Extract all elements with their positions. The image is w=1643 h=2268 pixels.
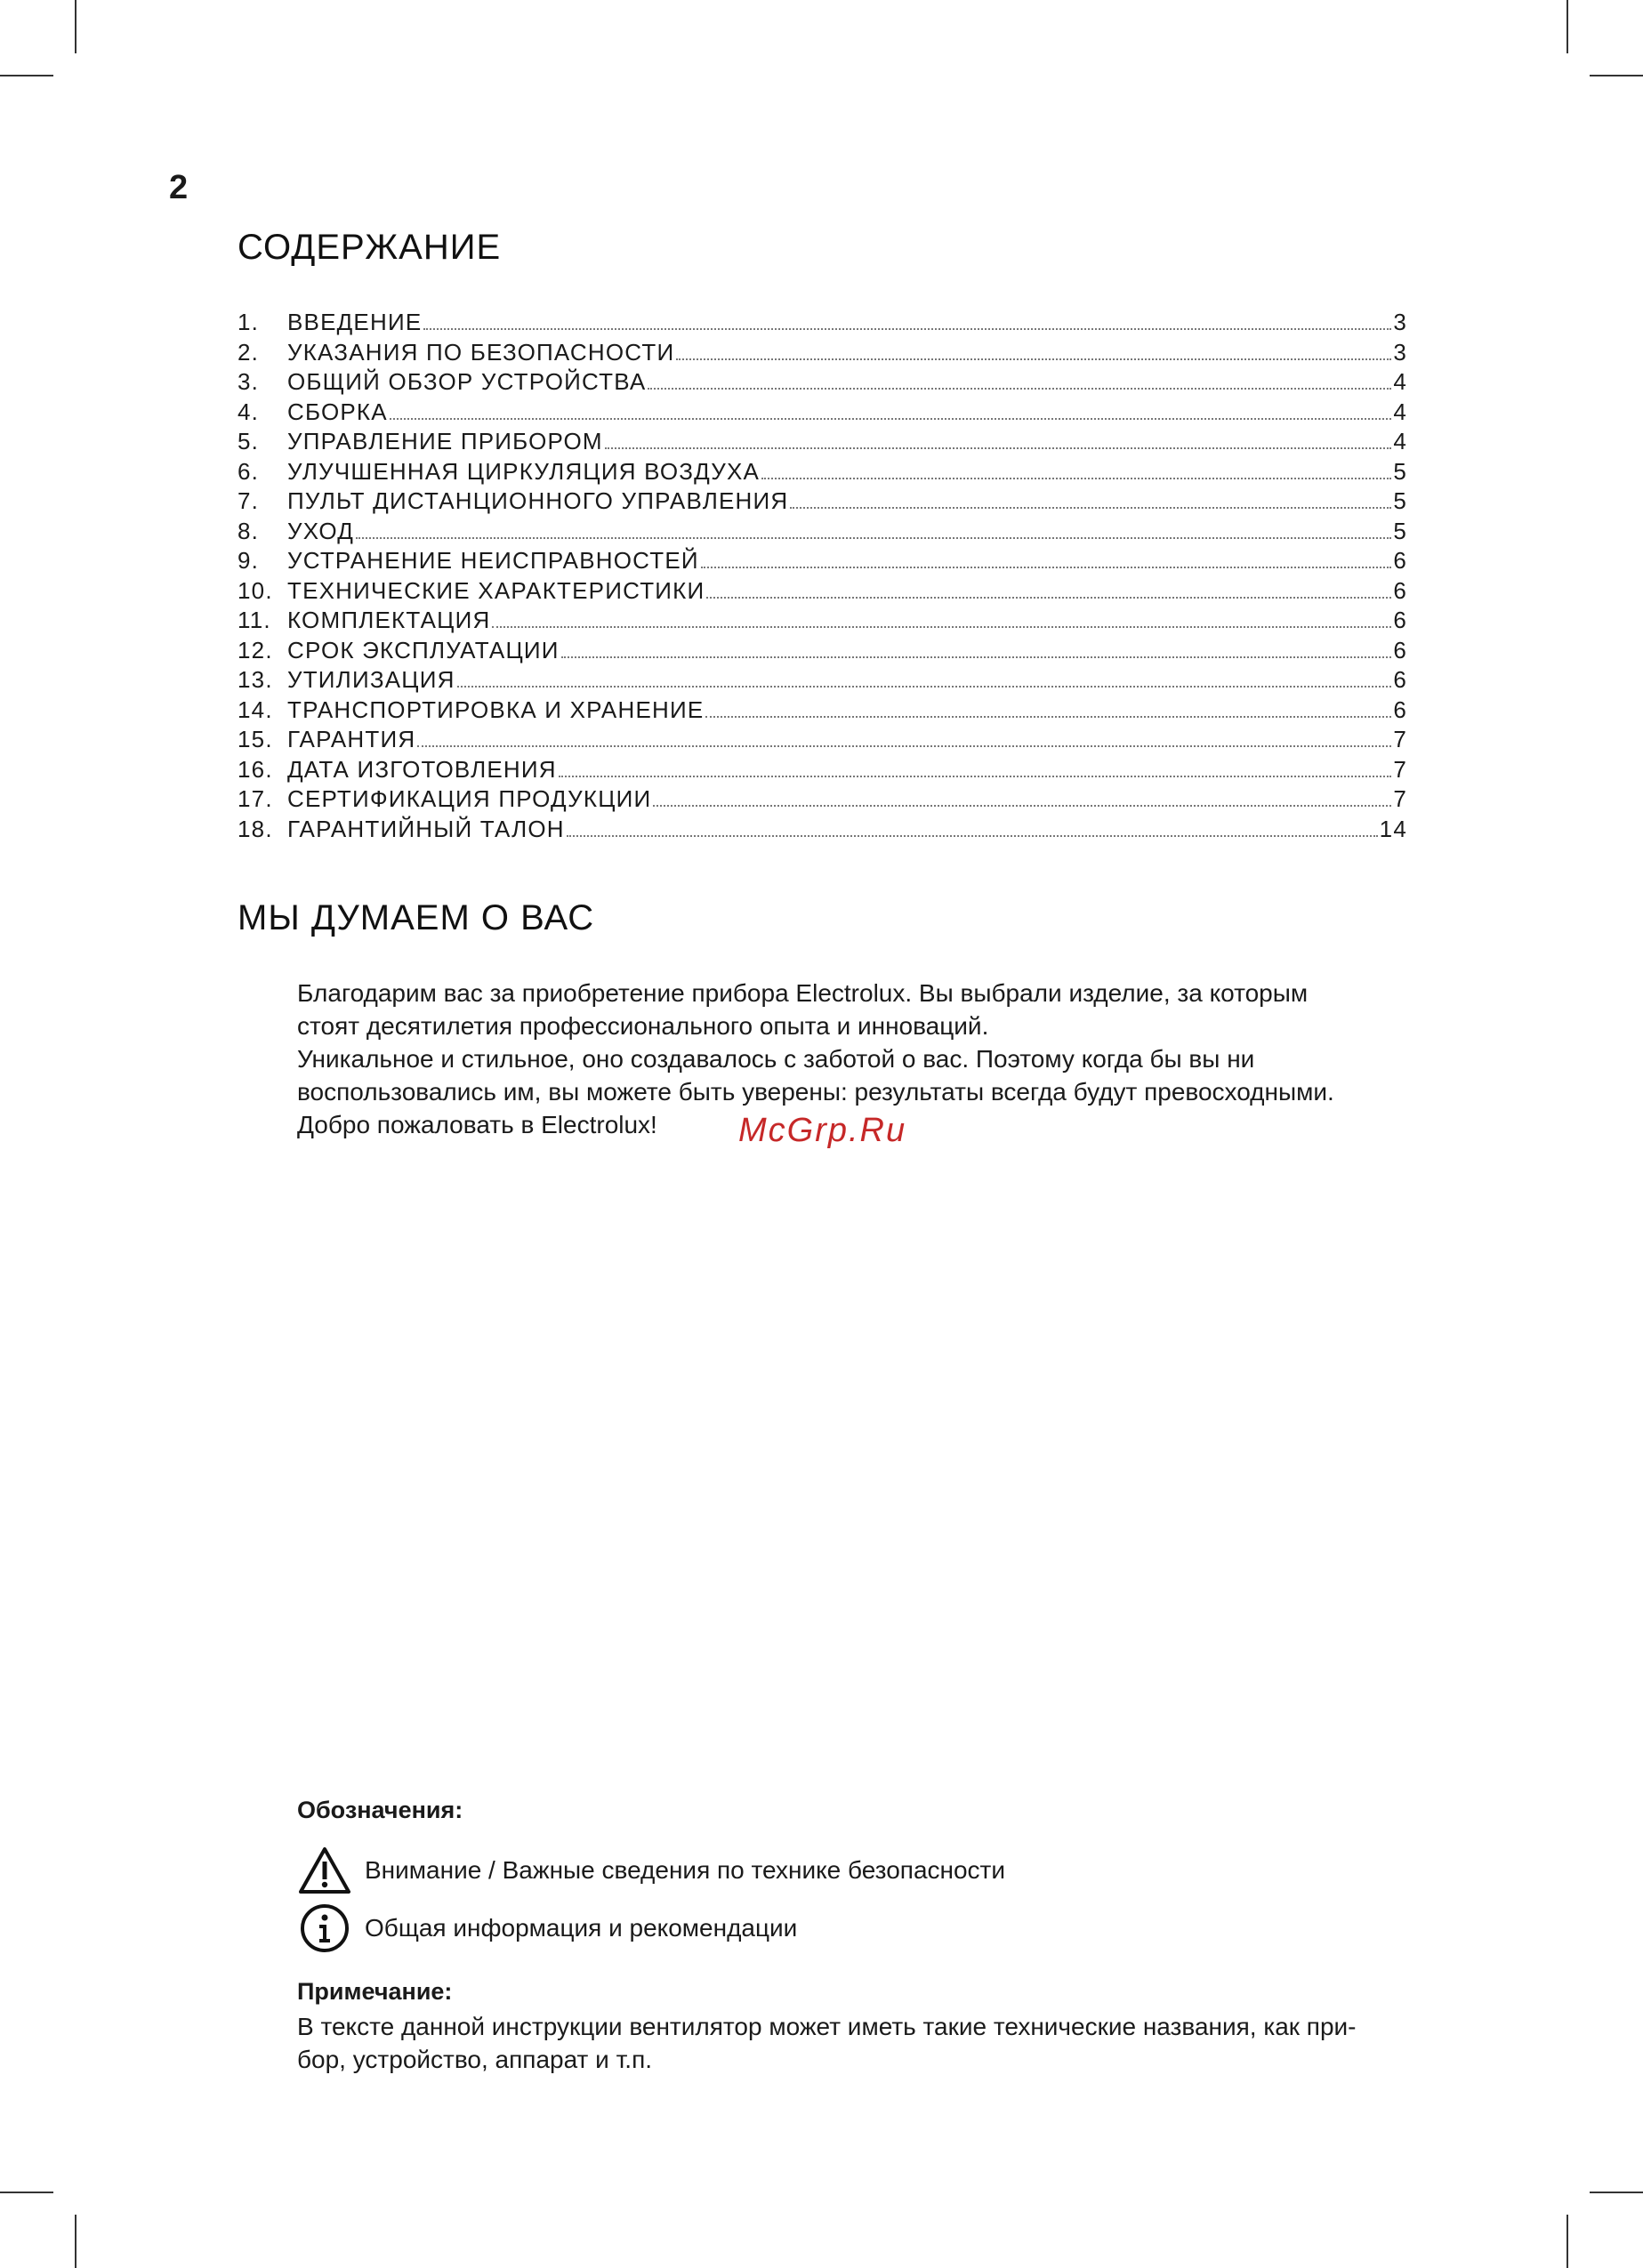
page-number: 2: [169, 169, 189, 206]
toc-item[interactable]: 4. СБОРКА 4: [238, 398, 1407, 425]
crop-mark: [0, 75, 53, 76]
legend-info: [297, 1903, 797, 1953]
intro-line: Благодарим вас за приобретение прибора Electrolux. Вы выбрали изделие, за которым: [297, 979, 1309, 1007]
intro-line: Уникальное и стильное, оно создавалось с заботой о вас. Поэтому когда бы вы ни: [297, 1045, 1255, 1073]
toc-item-label: УПРАВЛЕНИЕ ПРИБОРОМ: [287, 428, 603, 454]
toc-item-page: 14: [1379, 815, 1407, 842]
toc-item[interactable]: 13. УТИЛИЗАЦИЯ 6: [238, 666, 1407, 693]
dot-leader: [761, 478, 1391, 479]
section-title: МЫ ДУМАЕМ О ВАС: [238, 898, 595, 937]
toc-item-page: 5: [1393, 517, 1407, 544]
intro-line: Добро пожаловать в Electrolux!: [297, 1111, 657, 1138]
dot-leader: [559, 776, 1392, 777]
toc-item-label: УКАЗАНИЯ ПО БЕЗОПАСНОСТИ: [287, 338, 675, 366]
watermark: McGrp.Ru: [738, 1112, 907, 1149]
crop-mark: [1590, 75, 1643, 76]
toc-item[interactable]: 11. КОМПЛЕКТАЦИЯ 6: [238, 607, 1407, 633]
toc-item[interactable]: 6. УЛУЧШЕННАЯ ЦИРКУЛЯЦИЯ ВОЗДУХА 5: [238, 457, 1407, 485]
crop-mark: [75, 0, 77, 53]
toc-item-label: УХОД: [287, 517, 355, 544]
toc-item-label: СБОРКА: [287, 398, 388, 425]
note-line: В тексте данной инструкции вентилятор может иметь такие технические названия, как при-: [297, 2013, 1357, 2040]
dot-leader: [676, 358, 1391, 360]
dot-leader: [356, 537, 1391, 539]
toc-item-page: 7: [1393, 755, 1407, 783]
toc-item-page: 4: [1393, 398, 1407, 425]
dot-leader: [423, 328, 1391, 330]
toc-item-label: ТРАНСПОРТИРОВКА И ХРАНЕНИЕ: [287, 696, 705, 723]
toc-item-page: 6: [1393, 636, 1407, 664]
toc-item-page: 5: [1393, 457, 1407, 485]
crop-mark: [1590, 2192, 1643, 2193]
note-line: бор, устройство, аппарат и т.п.: [297, 2046, 653, 2073]
dot-leader: [790, 507, 1391, 509]
toc-item-label: ПУЛЬТ ДИСТАНЦИОННОГО УПРАВЛЕНИЯ: [287, 487, 789, 514]
toc-item-page: 5: [1393, 487, 1407, 514]
toc-item[interactable]: 17. СЕРТИФИКАЦИЯ ПРОДУКЦИИ 7: [238, 785, 1407, 812]
toc-item-page: 7: [1393, 726, 1407, 752]
toc-item-page: 7: [1393, 785, 1407, 812]
toc-item-label: УЛУЧШЕННАЯ ЦИРКУЛЯЦИЯ ВОЗДУХА: [287, 457, 761, 485]
toc-item-label: УТИЛИЗАЦИЯ: [287, 666, 455, 693]
crop-mark: [1566, 0, 1568, 53]
toc-item-label: КОМПЛЕКТАЦИЯ: [287, 607, 491, 633]
toc-item-page: 3: [1393, 309, 1407, 335]
dot-leader: [567, 835, 1378, 837]
crop-mark: [75, 2215, 77, 2268]
toc-item[interactable]: 15. ГАРАНТИЯ 7: [238, 726, 1407, 752]
legend-warning-text: Внимание / Важные сведения по технике безопасности: [365, 1856, 1006, 1884]
toc-item-page: 6: [1393, 576, 1407, 604]
legend-title: Обозначения:: [297, 1797, 463, 1823]
toc-item-page: 6: [1393, 696, 1407, 723]
dot-leader: [561, 656, 1392, 658]
info-circle-icon: [297, 1903, 352, 1953]
warning-triangle-icon: [297, 1846, 352, 1895]
toc-item-page: 4: [1393, 368, 1407, 395]
toc-item-page: 6: [1393, 666, 1407, 693]
dot-leader: [653, 805, 1391, 807]
toc-item[interactable]: 12. СРОК ЭКСПЛУАТАЦИИ 6: [238, 636, 1407, 664]
intro-line: стоят десятилетия профессионального опыта и инноваций.: [297, 1012, 989, 1040]
toc-item[interactable]: 10. ТЕХНИЧЕСКИЕ ХАРАКТЕРИСТИКИ 6: [238, 576, 1407, 604]
toc-item[interactable]: 18. ГАРАНТИЙНЫЙ ТАЛОН 14: [238, 815, 1407, 842]
toc-item-page: 6: [1393, 547, 1407, 574]
toc-item[interactable]: 9. УСТРАНЕНИЕ НЕИСПРАВНОСТЕЙ 6: [238, 547, 1407, 574]
toc-item[interactable]: 5. УПРАВЛЕНИЕ ПРИБОРОМ 4: [238, 428, 1407, 454]
toc-item[interactable]: 7. ПУЛЬТ ДИСТАНЦИОННОГО УПРАВЛЕНИЯ 5: [238, 487, 1407, 514]
toc-item[interactable]: 14. ТРАНСПОРТИРОВКА И ХРАНЕНИЕ 6: [238, 696, 1407, 723]
dot-leader: [390, 418, 1392, 420]
toc-item[interactable]: 1. ВВЕДЕНИЕ 3: [238, 309, 1407, 335]
dot-leader: [417, 745, 1391, 747]
intro-line: воспользовались им, вы можете быть уверены: результаты всегда будут превосходными.: [297, 1078, 1334, 1106]
dot-leader: [706, 597, 1391, 599]
toc-item-label: СЕРТИФИКАЦИЯ ПРОДУКЦИИ: [287, 785, 652, 812]
toc-item[interactable]: 2. УКАЗАНИЯ ПО БЕЗОПАСНОСТИ 3: [238, 338, 1407, 366]
toc-item[interactable]: 3. ОБЩИЙ ОБЗОР УСТРОЙСТВА 4: [238, 368, 1407, 395]
toc-item-label: СРОК ЭКСПЛУАТАЦИИ: [287, 636, 560, 664]
note-title: Примечание:: [297, 1978, 453, 2005]
dot-leader: [492, 626, 1391, 628]
note-text: [297, 2010, 1445, 2076]
dot-leader: [701, 567, 1392, 568]
dot-leader: [457, 686, 1392, 688]
legend-warning: [297, 1846, 1005, 1895]
dot-leader: [705, 716, 1391, 718]
toc-item-page: 6: [1393, 607, 1407, 633]
toc-item[interactable]: 16. ДАТА ИЗГОТОВЛЕНИЯ 7: [238, 755, 1407, 783]
crop-mark: [1566, 2215, 1568, 2268]
toc-item-label: ТЕХНИЧЕСКИЕ ХАРАКТЕРИСТИКИ: [287, 576, 705, 604]
table-of-contents: [238, 309, 1407, 845]
toc-item-page: 4: [1393, 428, 1407, 454]
toc-item-page: 3: [1393, 338, 1407, 366]
crop-mark: [0, 2192, 53, 2193]
toc-item-label: ОБЩИЙ ОБЗОР УСТРОЙСТВА: [287, 368, 647, 395]
legend-info-text: Общая информация и рекомендации: [365, 1914, 798, 1942]
toc-item-label: ГАРАНТИЯ: [287, 726, 416, 752]
toc-item-label: ГАРАНТИЙНЫЙ ТАЛОН: [287, 815, 565, 842]
dot-leader: [605, 447, 1392, 449]
toc-item-label: ДАТА ИЗГОТОВЛЕНИЯ: [287, 755, 557, 783]
toc-item-label: УСТРАНЕНИЕ НЕИСПРАВНОСТЕЙ: [287, 547, 699, 574]
toc-item[interactable]: 8. УХОД 5: [238, 517, 1407, 544]
toc-item-label: ВВЕДЕНИЕ: [287, 309, 423, 335]
toc-title: СОДЕРЖАНИЕ: [238, 228, 502, 267]
dot-leader: [648, 388, 1391, 390]
